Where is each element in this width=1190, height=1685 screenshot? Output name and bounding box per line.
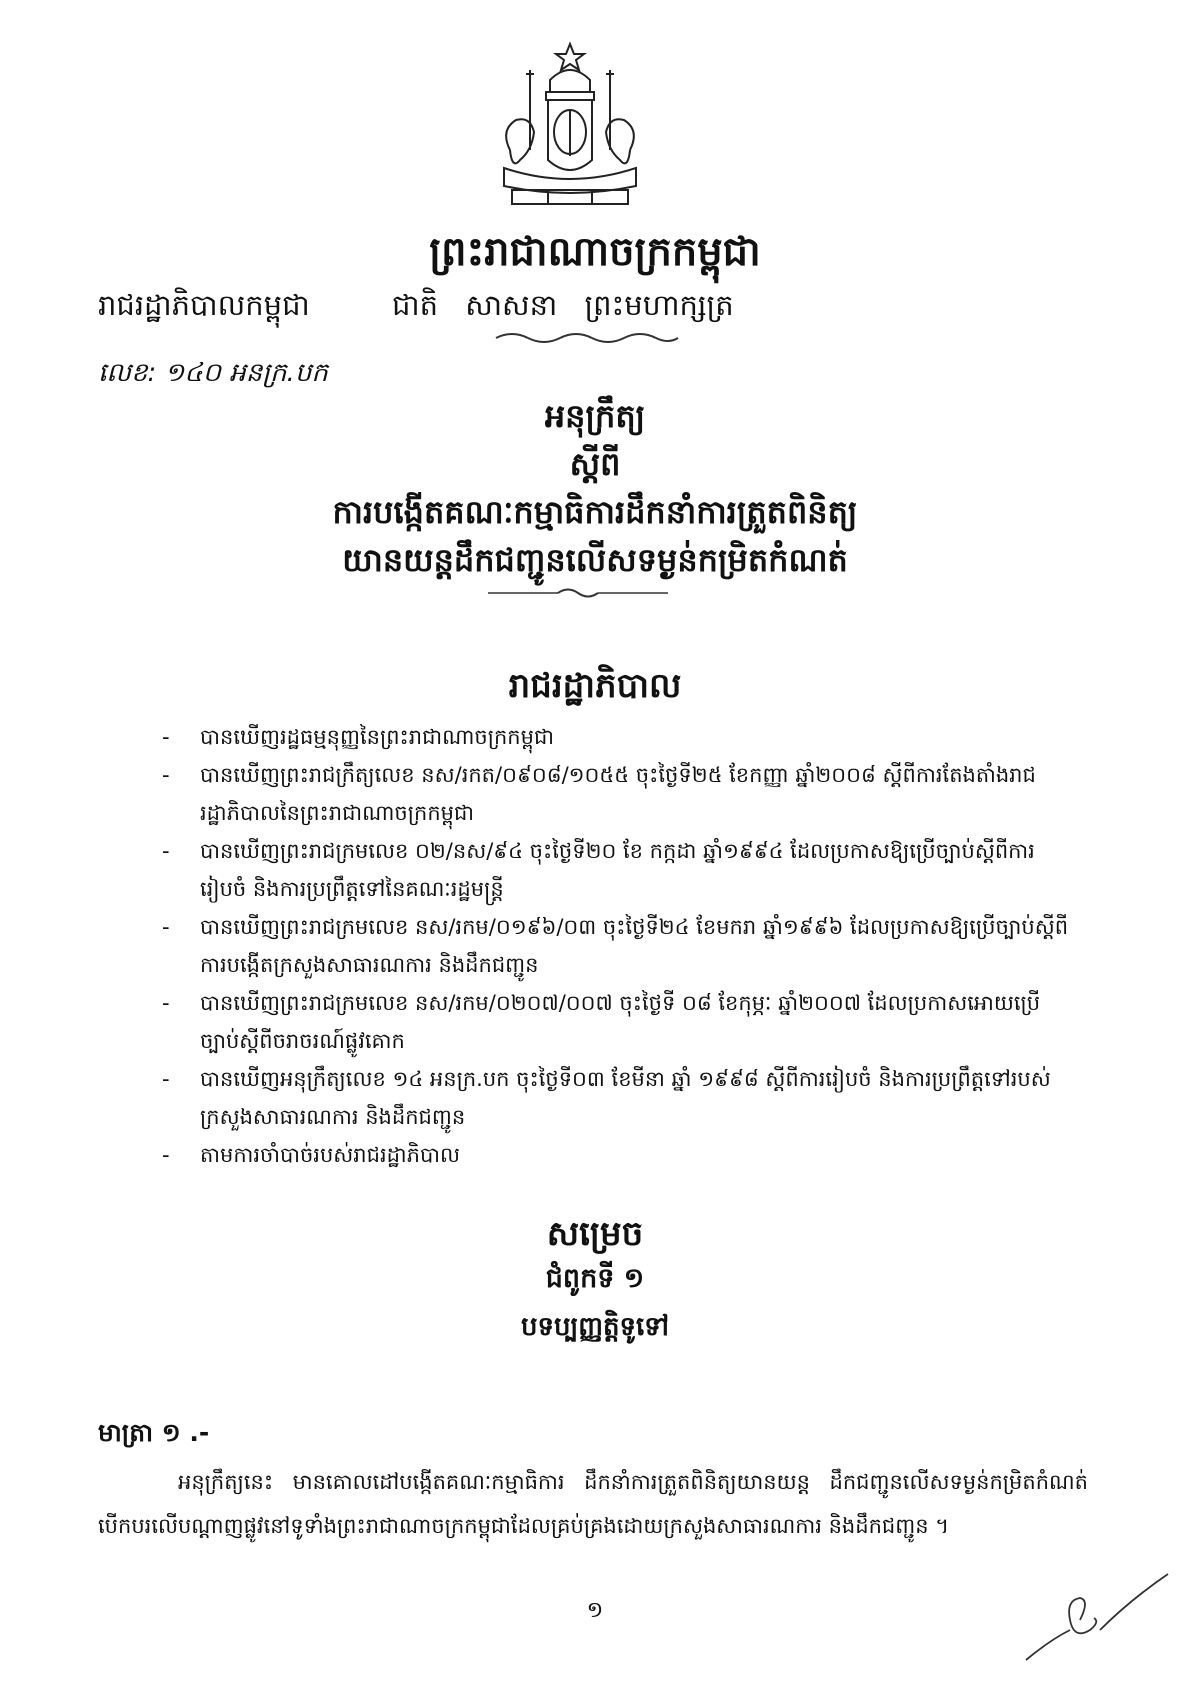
recital-item: - បានឃើញអនុក្រឹត្យលេខ ១៤ អនក្រ.បក ចុះថ្ងៃទី០៣ ខែមីនា ឆ្នាំ ១៩៩៨ ស្តីពីការរៀបចំ និងការប្រព្រឹត្តទៅរបស់ក្រសួងសាធារណការ និងដឹកជញ្ជូន [162, 1067, 1051, 1129]
recital-text: បានឃើញព្រះរាជក្រឹត្យលេខ នស/រកត/០៩០៨/១០៥៥ ចុះថ្ងៃទី២៥ ខែកញ្ញា ឆ្នាំ២០០៨ ស្តីពីការតែងតាំងរាជរដ្ឋាភិបាលនៃព្រះរាជាណាចក្រកម្ពុជា [200, 763, 1036, 825]
title-line-2: យានយន្តដឹកជញ្ជូនលើសទម្ងន់កម្រិតកំណត់ [342, 541, 848, 579]
recital-item: - តាមការចាំបាច់របស់រាជរដ្ឋាភិបាល [162, 1143, 460, 1167]
recital-text: បានឃើញរដ្ឋធម្មនុញ្ញនៃព្រះរាជាណាចក្រកម្ពុជា [200, 725, 554, 749]
recital-item: - បានឃើញព្រះរាជក្រមលេខ ០២/នស/៩៤ ចុះថ្ងៃទី២០ ខែ កក្កដា ឆ្នាំ១៩៩៤ ដែលប្រកាសឱ្យប្រើច្បាប់ស្តីពីការរៀបចំ និងការប្រព្រឹត្តទៅនៃគណៈរដ្ឋមន្ត្រី [162, 839, 1035, 901]
article-text: អនុក្រឹត្យនេះ មានគោលដៅបង្កើតគណៈកម្មាធិការ ដឹកនាំការត្រួតពិនិត្យយានយន្ត ដឹកជញ្ជូនលើសទម្ងន់កម្រិតកំណត់បើកបរលើបណ្តាញផ្លូវនៅទូទាំងព្រះរាជាណាចក្រកម្ពុជាដែលគ្រប់គ្រងដោយក្រសួងសាធារណការ និងដឹកជញ្ជូន ។ [98, 1470, 1088, 1538]
recital-item: - បានឃើញព្រះរាជក្រឹត្យលេខ នស/រកត/០៩០៨/១០៥៥ ចុះថ្ងៃទី២៥ ខែកញ្ញា ឆ្នាំ២០០៨ ស្តីពីការតែងតាំងរាជរដ្ឋាភិបាលនៃព្រះរាជាណាចក្រកម្ពុជា [162, 763, 1036, 825]
issuer-name: រាជរដ្ឋាភិបាលកម្ពុជា [98, 288, 310, 322]
signature-icon [1020, 1570, 1170, 1670]
recitals-list [162, 718, 1070, 1174]
recital-text: តាមការចាំបាច់របស់រាជរដ្ឋាភិបាល [200, 1143, 460, 1167]
motto-ornament-icon [492, 330, 682, 346]
article-label: មាត្រា ១ .- [98, 1418, 210, 1447]
page-number: ១ [586, 1598, 604, 1623]
document-number: លេខ: ១៤០ អនក្រ.បក [98, 358, 328, 388]
royal-emblem-icon [490, 40, 650, 220]
recital-text: បានឃើញព្រះរាជក្រមលេខ នស/រកម/០១៩៦/០៣ ចុះថ្ងៃទី២៤ ខែមករា ឆ្នាំ១៩៩៦ ដែលប្រកាសឱ្យប្រើច្បាប់ស្តីពីការបង្កើតក្រសួងសាធារណការ និងដឹកជញ្ជូន [200, 915, 1069, 977]
national-motto: ជាតិ សាសនា ព្រះមហាក្សត្រ [392, 288, 734, 322]
recital-text: បានឃើញអនុក្រឹត្យលេខ ១៤ អនក្រ.បក ចុះថ្ងៃទី០៣ ខែមីនា ឆ្នាំ ១៩៩៨ ស្តីពីការរៀបចំ និងការប្រព្រឹត្តទៅរបស់ក្រសួងសាធារណការ និងដឹកជញ្ជូន [200, 1067, 1051, 1129]
kingdom-heading: ព្រះរាជាណាចក្រកម្ពុជា [429, 229, 761, 275]
recital-item: - បានឃើញព្រះរាជក្រមលេខ នស/រកម/០២០៧/០០៧ ចុះថ្ងៃទី ០៨ ខែកុម្ភៈ ឆ្នាំ២០០៧ ដែលប្រកាសអោយប្រើច្បាប់ស្តីពីចរាចរណ៍ផ្លូវគោក [162, 991, 1041, 1053]
decision-heading: សម្រេច [546, 1214, 644, 1254]
title-separator-ornament-icon [488, 586, 668, 600]
title-about: ស្តីពី [569, 445, 621, 483]
document-type: អនុក្រឹត្យ [544, 397, 646, 435]
recital-text: បានឃើញព្រះរាជក្រមលេខ នស/រកម/០២០៧/០០៧ ចុះថ្ងៃទី ០៨ ខែកុម្ភៈ ឆ្នាំ២០០៧ ដែលប្រកាសអោយប្រើច្បាប់ស្តីពីចរាចរណ៍ផ្លូវគោក [200, 991, 1041, 1053]
government-heading: រាជរដ្ឋាភិបាល [508, 666, 682, 706]
title-line-1: ការបង្កើតគណៈកម្មាធិការដឹកនាំការត្រួតពិនិត្យ [332, 493, 858, 531]
recital-text: បានឃើញព្រះរាជក្រមលេខ ០២/នស/៩៤ ចុះថ្ងៃទី២០ ខែ កក្កដា ឆ្នាំ១៩៩៤ ដែលប្រកាសឱ្យប្រើច្បាប់ស្តីពីការរៀបចំ និងការប្រព្រឹត្តទៅនៃគណៈរដ្ឋមន្ត្រី [200, 839, 1035, 901]
recital-item: - បានឃើញព្រះរាជក្រមលេខ នស/រកម/០១៩៦/០៣ ចុះថ្ងៃទី២៤ ខែមករា ឆ្នាំ១៩៩៦ ដែលប្រកាសឱ្យប្រើច្បាប់ស្តីពីការបង្កើតក្រសួងសាធារណការ និងដឹកជញ្ជូន [162, 915, 1069, 977]
chapter-name: បទប្បញ្ញត្តិទូទៅ [520, 1312, 670, 1342]
recital-item: - បានឃើញរដ្ឋធម្មនុញ្ញនៃព្រះរាជាណាចក្រកម្ពុជា [162, 725, 554, 749]
chapter-number: ជំពូកទី ១ [545, 1263, 645, 1294]
